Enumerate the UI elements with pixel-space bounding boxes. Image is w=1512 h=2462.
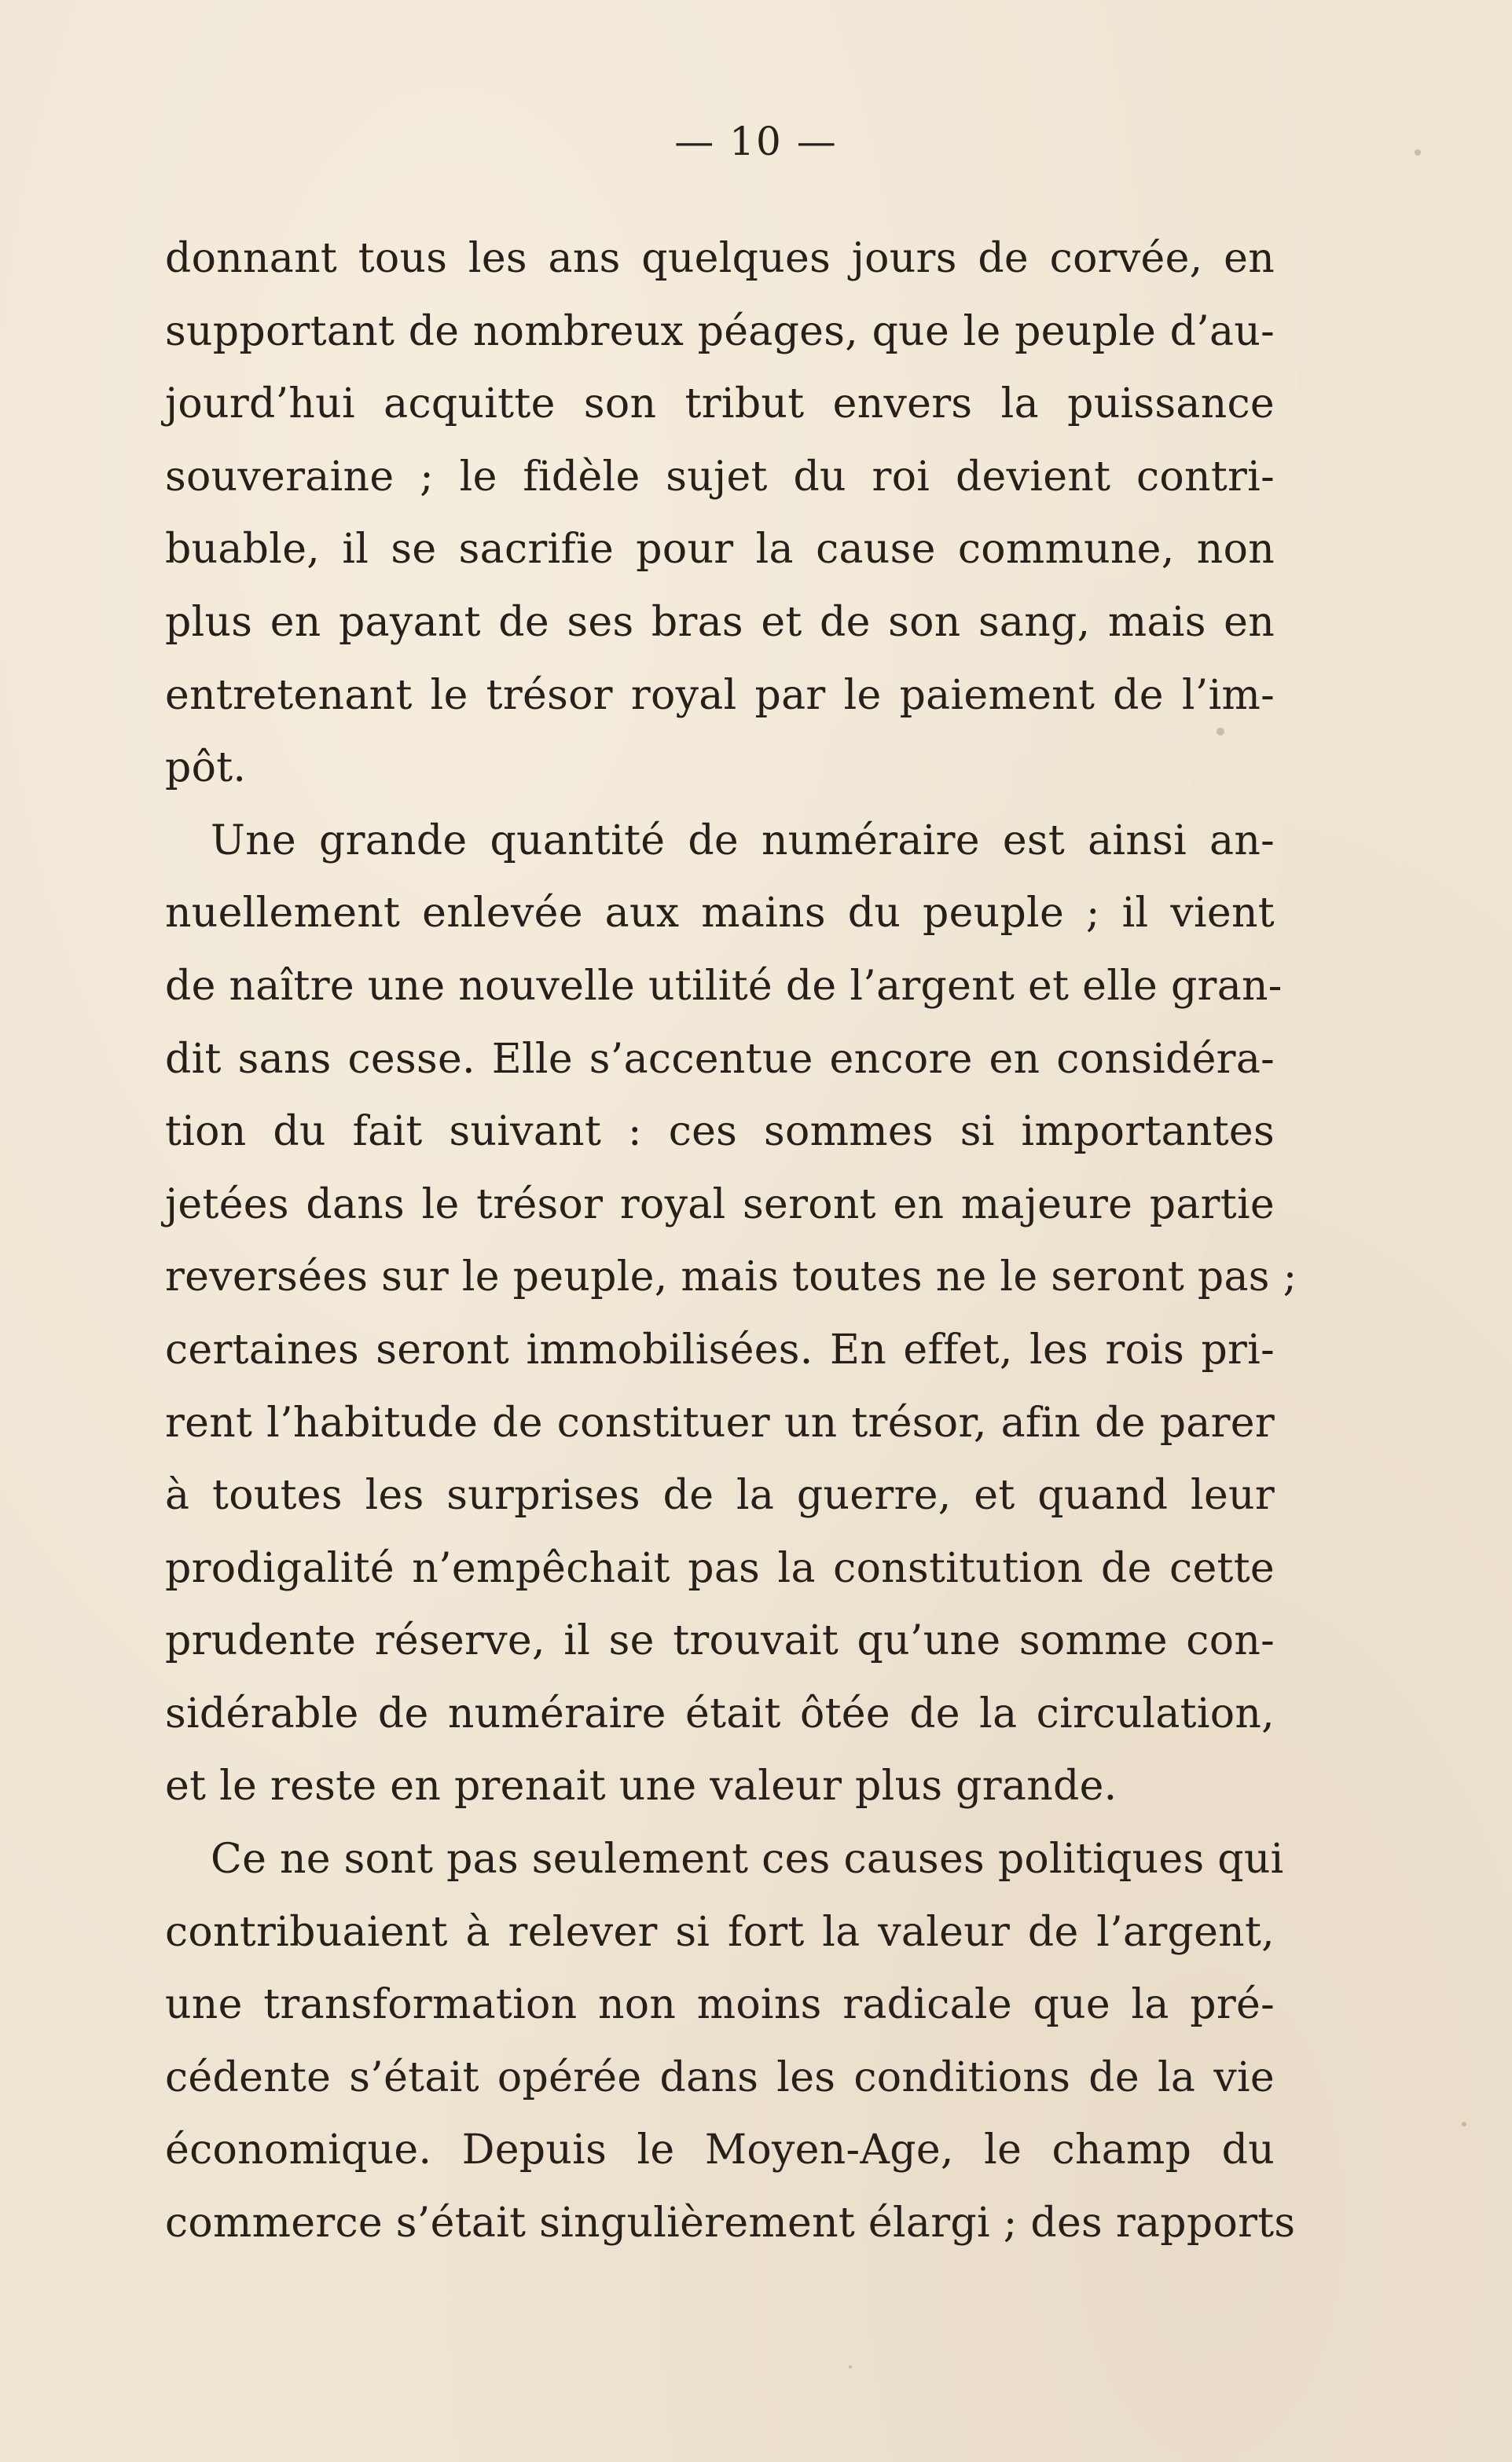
text-line: jourd’hui acquitte son tribut envers la puissance: [165, 380, 1275, 428]
text-line: supportant de nombreux péages, que le peuple d’au-: [165, 307, 1275, 355]
paper-speck: [1462, 2122, 1466, 2126]
text-line: cédente s’était opérée dans les conditions de la vie: [165, 2053, 1275, 2101]
text-line: une transformation non moins radicale que la pré-: [165, 1981, 1275, 2029]
text-line: et le reste en prenait une valeur plus grande.: [165, 1763, 1117, 1811]
text-line: buable, il se sacrifie pour la cause commune, non: [165, 526, 1275, 574]
text-line: dit sans cesse. Elle s’accentue encore en considéra-: [165, 1035, 1275, 1083]
text-line: jetées dans le trésor royal seront en majeure partie: [165, 1180, 1275, 1228]
paper-speck: [1415, 149, 1421, 156]
text-line: entretenant le trésor royal par le paiement de l’im-: [165, 671, 1275, 719]
text-line: de naître une nouvelle utilité de l’argent et elle gran-: [165, 962, 1283, 1010]
paragraph-start-line: Ce ne sont pas seulement ces causes politiques qui: [211, 1836, 1284, 1884]
text-line: souveraine ; le fidèle sujet du roi devient contri-: [165, 453, 1275, 501]
body-text: [165, 222, 1297, 2260]
text-line: plus en payant de ses bras et de son sang, mais en: [165, 598, 1275, 646]
text-line: reversées sur le peuple, mais toutes ne le seront pas ;: [165, 1253, 1297, 1301]
paragraph-start-line: Une grande quantité de numéraire est ainsi an-: [211, 816, 1275, 864]
text-line: pôt.: [165, 744, 247, 792]
text-line: économique. Depuis le Moyen-Age, le champ du: [165, 2126, 1275, 2174]
text-line: certaines seront immobilisées. En effet, les rois pri-: [165, 1326, 1275, 1374]
paper-speck: [849, 2365, 852, 2368]
text-line: donnant tous les ans quelques jours de corvée, en: [165, 235, 1275, 282]
page-number: — 10 —: [674, 119, 838, 164]
text-line: prodigalité n’empêchait pas la constitution de cette: [165, 1544, 1275, 1592]
text-line: à toutes les surprises de la guerre, et quand leur: [165, 1472, 1275, 1520]
text-line: tion du fait suivant : ces sommes si importantes: [165, 1108, 1275, 1156]
text-line: nuellement enlevée aux mains du peuple ; il vient: [165, 890, 1275, 937]
text-line: contribuaient à relever si fort la valeur de l’argent,: [165, 1908, 1275, 1956]
text-line: prudente réserve, il se trouvait qu’une somme con-: [165, 1617, 1275, 1665]
text-line: rent l’habitude de constituer un trésor, afin de parer: [165, 1399, 1275, 1447]
paper-speck: [1217, 728, 1224, 736]
text-line: sidérable de numéraire était ôtée de la circulation,: [165, 1690, 1275, 1737]
text-line: commerce s’était singulièrement élargi ; des rapports: [165, 2200, 1296, 2247]
